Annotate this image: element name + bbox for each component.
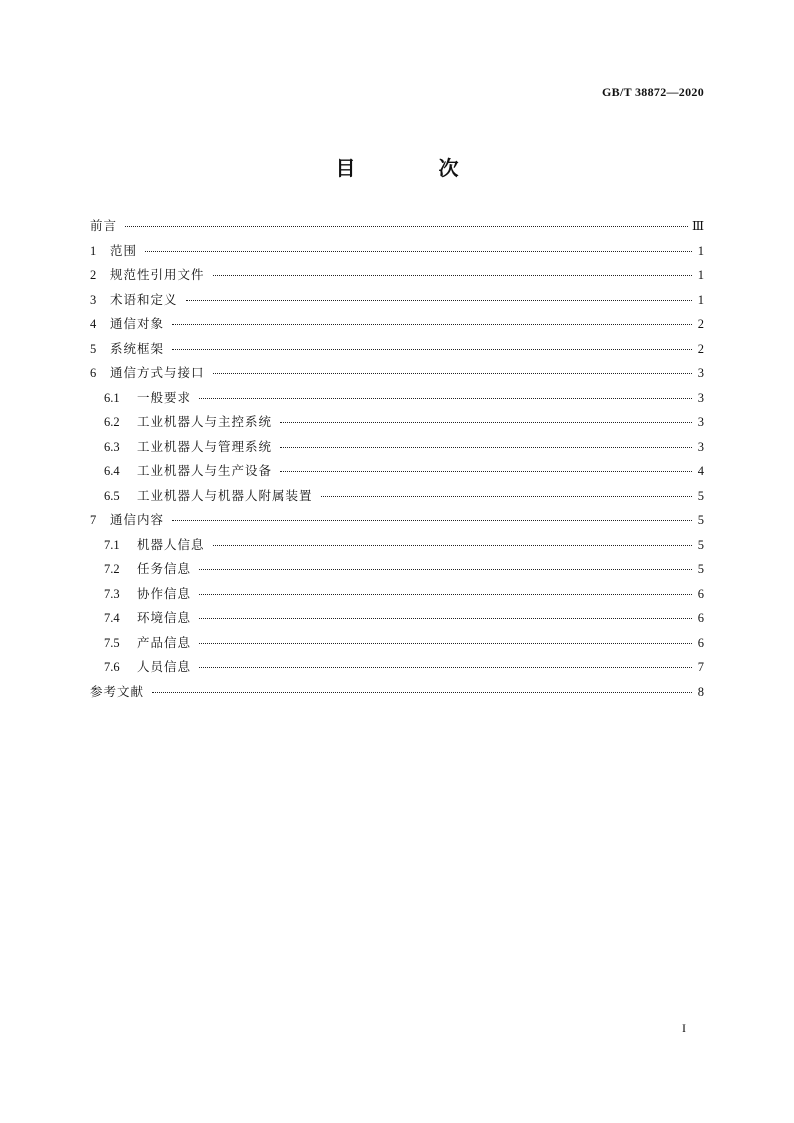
toc-entry-title: 通信方式与接口: [110, 365, 205, 380]
toc-entry-number: 7.4: [104, 611, 120, 625]
toc-entry-title: 工业机器人与机器人附属装置: [137, 487, 313, 503]
toc-entry[interactable]: [90, 655, 704, 680]
toc-entry[interactable]: [90, 582, 704, 607]
toc-entry-page: 7: [697, 660, 704, 674]
toc-entry-title: 通信内容: [110, 512, 165, 527]
toc-entry-page: 3: [697, 390, 704, 405]
toc-dot-leader: [186, 299, 692, 301]
toc-entry-title: 范围: [110, 242, 138, 258]
toc-entry-title: 环境信息: [137, 610, 192, 625]
page-title: 目 次: [335, 156, 497, 180]
toc-entry[interactable]: [90, 680, 704, 705]
toc-entry-title: 规范性引用文件: [110, 267, 205, 282]
toc-entry-number: 7.1: [104, 537, 120, 552]
toc-entry[interactable]: [90, 361, 704, 386]
toc-entry-title: 产品信息: [137, 634, 192, 650]
toc-entry-title: 参考文献: [90, 683, 145, 699]
toc-entry[interactable]: [90, 214, 704, 239]
toc-dot-leader: [280, 470, 692, 472]
toc-entry-title: 协作信息: [137, 585, 192, 601]
toc-dot-leader: [199, 642, 692, 644]
toc-entry-page: 5: [697, 537, 704, 552]
toc-entry[interactable]: [90, 410, 704, 435]
toc-entry-title: 机器人信息: [137, 536, 205, 552]
toc-entry-page: 4: [697, 464, 704, 478]
toc-entry-title: 工业机器人与生产设备: [137, 463, 273, 478]
toc-entry-title: 通信对象: [110, 316, 165, 331]
toc-dot-leader: [199, 617, 692, 619]
toc-dot-leader: [145, 250, 692, 252]
toc-entry-number: 6: [90, 366, 97, 380]
toc-entry[interactable]: [90, 533, 704, 558]
toc-entry-number: 6.1: [104, 390, 120, 405]
toc-entry-number: 7.5: [104, 635, 120, 650]
toc-entry-number: 7.3: [104, 586, 120, 601]
toc-entry-page: 3: [697, 366, 704, 380]
toc-entry[interactable]: [90, 606, 704, 631]
toc-entry-page: 2: [697, 317, 704, 331]
toc-entry[interactable]: [90, 288, 704, 313]
toc-dot-leader: [125, 225, 688, 227]
toc-dot-leader: [152, 691, 692, 693]
toc-dot-leader: [213, 274, 692, 276]
toc-entry-title: 系统框架: [110, 340, 165, 356]
toc-entry[interactable]: [90, 484, 704, 509]
page-number: I: [682, 1021, 686, 1035]
toc-dot-leader: [172, 323, 692, 325]
toc-dot-leader: [199, 666, 692, 668]
toc-entry[interactable]: [90, 263, 704, 288]
toc-entry-page: 6: [697, 611, 704, 625]
toc-entry[interactable]: [90, 508, 704, 533]
toc-entry-page: 6: [697, 586, 704, 601]
toc-entry-number: 6.2: [104, 415, 120, 429]
toc-entry-title: 一般要求: [137, 389, 192, 405]
toc-entry-page: 5: [697, 488, 704, 503]
table-of-contents: [90, 214, 704, 704]
toc-entry[interactable]: [90, 337, 704, 362]
toc-entry-page: 1: [697, 243, 704, 258]
toc-entry[interactable]: [90, 435, 704, 460]
toc-entry[interactable]: [90, 312, 704, 337]
toc-dot-leader: [199, 568, 692, 570]
toc-entry[interactable]: [90, 557, 704, 582]
toc-entry-number: 2: [90, 268, 97, 282]
toc-entry-title: 人员信息: [137, 659, 192, 674]
toc-entry-page: 8: [697, 684, 704, 699]
toc-entry-title: 工业机器人与管理系统: [137, 438, 273, 454]
toc-entry-number: 4: [90, 317, 97, 331]
toc-entry-title: 前言: [90, 218, 118, 233]
toc-entry-page: Ⅲ: [691, 219, 704, 233]
toc-entry-page: 3: [697, 439, 704, 454]
toc-entry-number: 7: [90, 513, 97, 527]
toc-dot-leader: [213, 372, 692, 374]
toc-dot-leader: [199, 593, 692, 595]
toc-entry-number: 7.6: [104, 660, 120, 674]
toc-entry-title: 任务信息: [137, 561, 192, 576]
standard-number: GB/T 38872—2020: [602, 85, 704, 99]
toc-entry[interactable]: [90, 239, 704, 264]
toc-entry-number: 6.4: [104, 464, 120, 478]
toc-entry-page: 2: [697, 341, 704, 356]
toc-dot-leader: [321, 495, 692, 497]
toc-entry[interactable]: [90, 459, 704, 484]
toc-entry[interactable]: [90, 631, 704, 656]
toc-entry-page: 6: [697, 635, 704, 650]
toc-entry-page: 1: [697, 292, 704, 307]
toc-entry[interactable]: [90, 386, 704, 411]
toc-entry-page: 5: [697, 513, 704, 527]
toc-entry-page: 5: [697, 562, 704, 576]
toc-entry-number: 6.3: [104, 439, 120, 454]
toc-entry-title: 工业机器人与主控系统: [137, 414, 273, 429]
toc-entry-page: 3: [697, 415, 704, 429]
toc-dot-leader: [213, 544, 692, 546]
toc-entry-number: 3: [90, 292, 97, 307]
toc-dot-leader: [172, 519, 692, 521]
toc-entry-number: 6.5: [104, 488, 120, 503]
toc-dot-leader: [280, 421, 692, 423]
toc-entry-number: 7.2: [104, 562, 120, 576]
toc-dot-leader: [199, 397, 692, 399]
toc-entry-number: 5: [90, 341, 97, 356]
toc-entry-number: 1: [90, 243, 97, 258]
toc-dot-leader: [280, 446, 692, 448]
toc-entry-page: 1: [697, 268, 704, 282]
toc-dot-leader: [172, 348, 692, 350]
toc-entry-title: 术语和定义: [110, 291, 178, 307]
